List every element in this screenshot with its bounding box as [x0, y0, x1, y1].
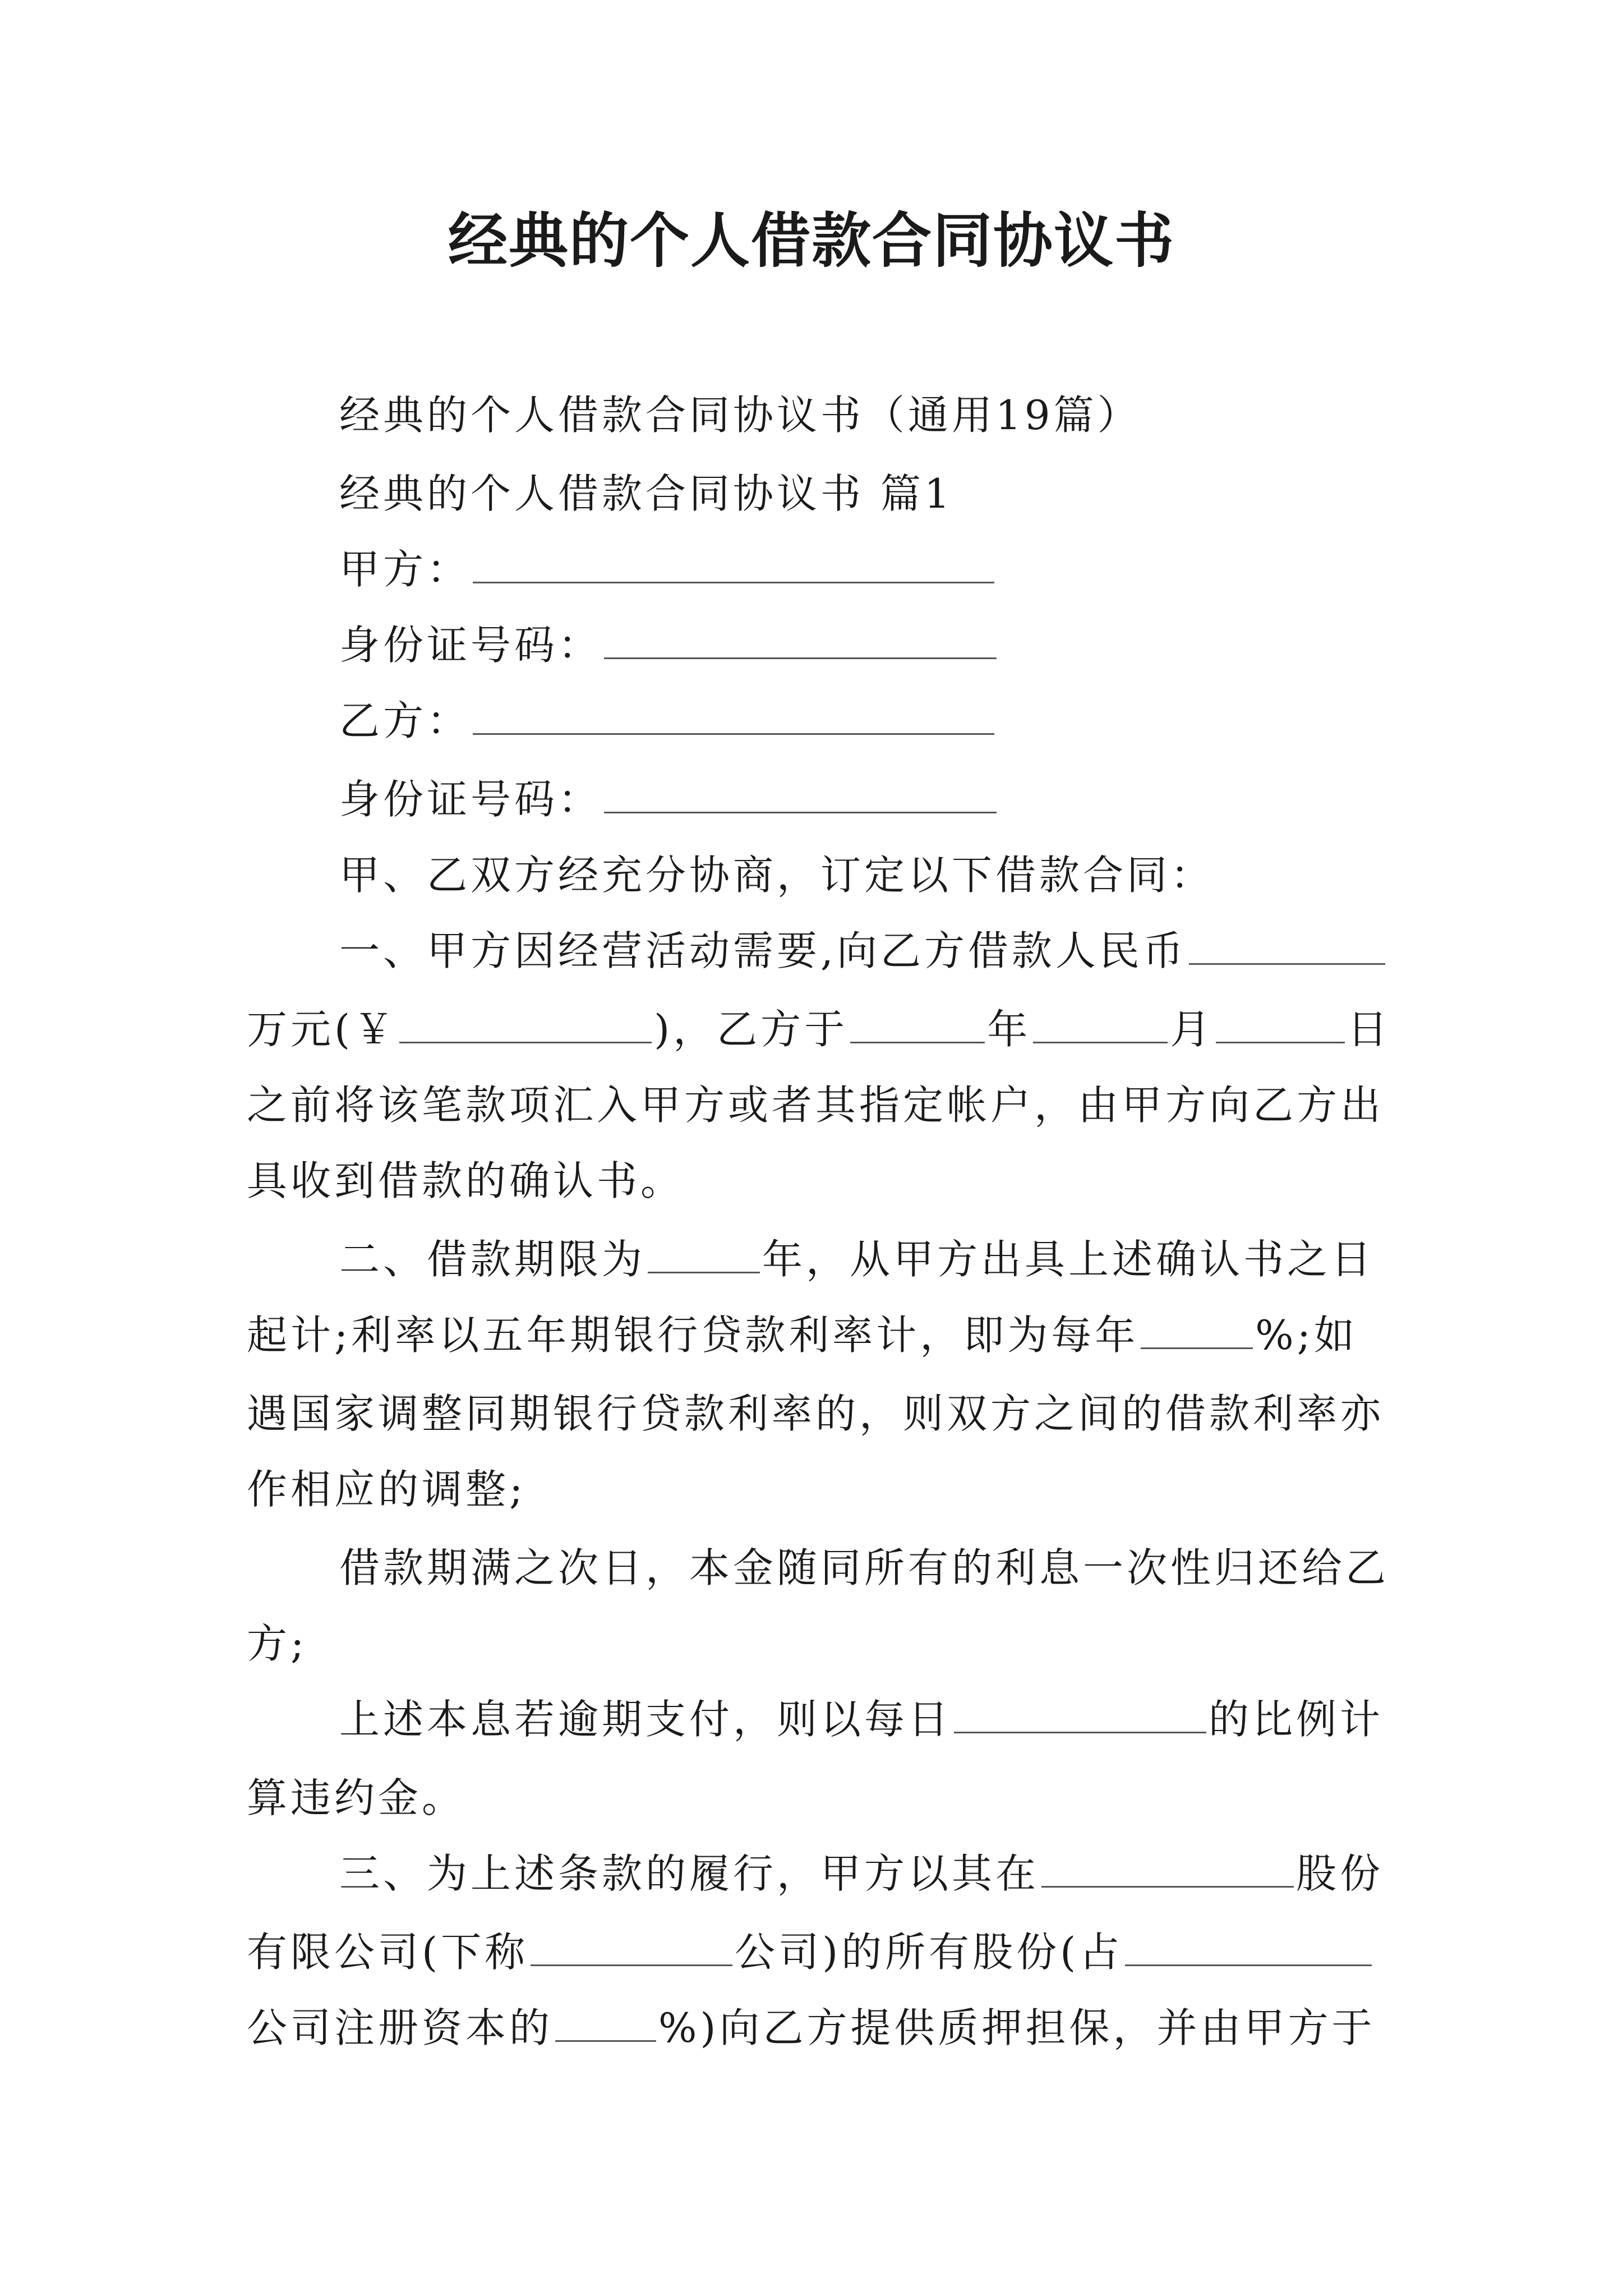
repay-line2: 方;	[247, 1620, 308, 1667]
intro-paragraph: 甲、乙双方经充分协商，订定以下借款合同：	[339, 852, 1215, 899]
clause3-line1	[339, 1846, 1384, 1902]
clause3-line2	[247, 1924, 1374, 1980]
clause3-company-text-2: 公司)的所有股份(占	[735, 1929, 1123, 1976]
loan-amount-figure-blank	[399, 1001, 652, 1043]
clause2-line1	[339, 1231, 1375, 1287]
year-blank	[850, 1001, 985, 1043]
clause2-line4: 作相应的调整;	[247, 1466, 527, 1513]
clause2-term-text-2: 年，从甲方出具上述确认书之日	[762, 1236, 1375, 1283]
loan-amount-blank	[1189, 923, 1385, 965]
day-blank	[1216, 1001, 1345, 1043]
day-label: 日	[1347, 1006, 1391, 1053]
party-a-id-row	[339, 617, 999, 673]
section-heading: 经典的个人借款合同协议书 篇1	[339, 470, 953, 517]
party-b-id-label: 身份证号码：	[339, 776, 602, 823]
penalty-ratio-blank	[954, 1691, 1206, 1733]
month-blank	[1033, 1001, 1168, 1043]
document-subtitle: 经典的个人借款合同协议书（通用19篇）	[339, 392, 1141, 439]
clause1-currency: 万元(￥	[247, 1006, 398, 1053]
party-a-blank	[473, 541, 994, 583]
clause3-shares-label: 股份	[1296, 1850, 1384, 1897]
penalty-text: 上述本息若逾期支付，则以每日	[339, 1696, 952, 1743]
clause3-company-text: 有限公司(下称	[247, 1929, 529, 1976]
year-label: 年	[987, 1006, 1031, 1053]
month-label: 月	[1170, 1006, 1214, 1053]
party-b-label: 乙方：	[339, 697, 471, 744]
clause1-line4: 具收到借款的确认书。	[247, 1157, 685, 1204]
clause3-line3	[247, 2000, 1376, 2056]
clause2-rate-percent: %;如	[1255, 1312, 1358, 1359]
clause1-line2	[247, 1001, 1391, 1057]
company-short-name-blank	[531, 1924, 732, 1966]
penalty-text-2: 的比例计	[1209, 1696, 1384, 1743]
share-holding-blank	[1125, 1924, 1372, 1966]
capital-percent-blank	[555, 2000, 656, 2042]
clause2-line3: 遇国家调整同期银行贷款利率的，则双方之间的借款利率亦	[247, 1390, 1385, 1437]
term-years-blank	[648, 1231, 760, 1273]
document-title: 经典的个人借款合同协议书	[448, 206, 1175, 275]
penalty-line2: 算违约金。	[247, 1774, 466, 1821]
clause3-capital-text: 公司注册资本的	[247, 2004, 554, 2051]
company-name-blank	[1041, 1846, 1294, 1888]
party-b-blank	[473, 693, 994, 735]
clause3-pledge-text: %)向乙方提供质押担保，并由甲方于	[658, 2004, 1376, 2051]
penalty-line1	[339, 1691, 1384, 1747]
clause1-text: 一、甲方因经营活动需要,向乙方借款人民币	[339, 927, 1187, 974]
party-b-id-blank	[604, 771, 997, 813]
party-b-id-row	[339, 771, 999, 827]
clause1-line1	[339, 923, 1387, 979]
party-a-label: 甲方：	[339, 546, 471, 593]
clause2-rate-text: 起计;利率以五年期银行贷款利率计，即为每年	[247, 1312, 1139, 1359]
party-a-row	[339, 541, 997, 597]
clause2-term-text: 二、借款期限为	[339, 1236, 646, 1283]
party-b-row	[339, 693, 997, 749]
clause3-text: 三、为上述条款的履行，甲方以其在	[339, 1850, 1040, 1897]
clause2-line2	[247, 1307, 1358, 1363]
repay-line1: 借款期满之次日，本金随同所有的利息一次性归还给乙	[339, 1544, 1390, 1591]
clause1-transfer-text: )，乙方于	[654, 1006, 849, 1053]
party-a-id-blank	[604, 617, 997, 659]
clause1-line3: 之前将该笔款项汇入甲方或者其指定帐户，由甲方向乙方出	[247, 1082, 1385, 1129]
party-a-id-label: 身份证号码：	[339, 622, 602, 669]
interest-rate-blank	[1141, 1307, 1253, 1349]
